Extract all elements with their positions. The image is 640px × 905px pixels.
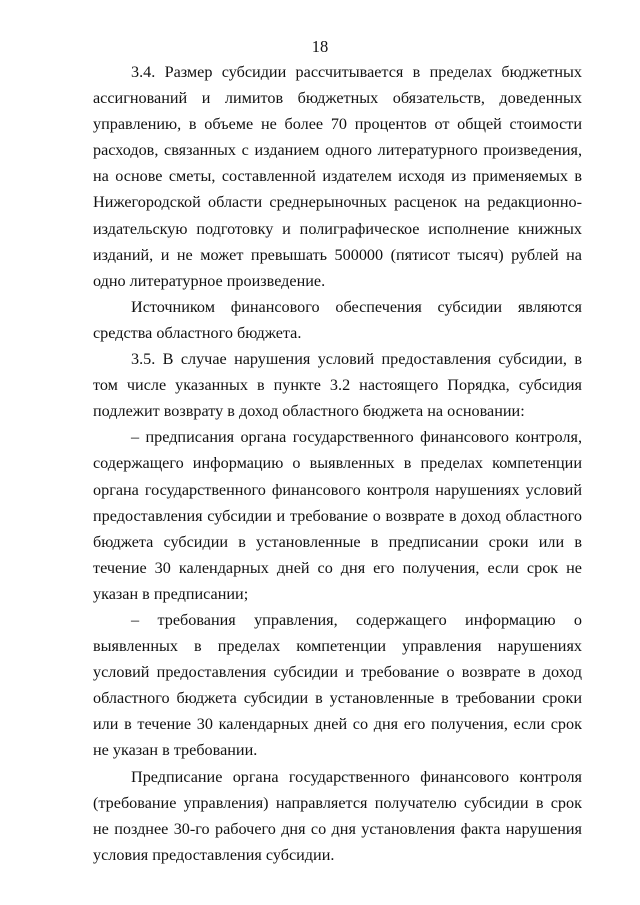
document-body [93, 59, 582, 868]
list-item-management-demand: – требования управления, содержащего информацию о выявленных в пределах компетенции управления нарушениях условий предоставления субсидии и требование о возврате в доход областного бюджета субсидии в установленные в требовании сроки или в течение 30 календарных дней со дня его получения, если срок не указан в требовании. [93, 610, 582, 760]
paragraph-3-4: 3.4. Размер субсидии рассчитывается в пределах бюджетных ассигнований и лимитов бюджетных обязательств, доведенных управлению, в объеме не более 70 процентов от общей стоимости расходов, связанных с изданием одного литературного произведения, на основе сметы, составленной издателем исходя из применяемых в Нижегородской области среднерыночных расценок на редакционно-издательскую подготовку и полиграфическое исполнение книжных изданий, и не может превышать 500000 (пятисот тысяч) рублей на одно литературное произведение. [93, 63, 582, 290]
list-item-control-order: – предписания органа государственного финансового контроля, содержащего информацию о выявленных в пределах компетенции органа государственного финансового контроля нарушениях условий предоставления субсидии и требование о возврате в доход областного бюджета субсидии в установленные в предписании сроки или в течение 30 календарных дней со дня его получения, если срок не указан в предписании; [93, 428, 582, 603]
paragraph-3-5: 3.5. В случае нарушения условий предоставления субсидии, в том числе указанных в пункте 3.2 настоящего Порядка, субсидия подлежит возврату в доход областного бюджета на основании: [93, 350, 582, 421]
page-number: 18 [311, 37, 329, 56]
paragraph-funding-source: Источником финансового обеспечения субсидии являются средства областного бюджета. [93, 297, 582, 342]
paragraph-notice-deadline: Предписание органа государственного финансового контроля (требование управления) направляется получателю субсидии в срок не позднее 30-го рабочего дня со дня установления факта нарушения условия предоставления субсидии. [93, 767, 582, 864]
